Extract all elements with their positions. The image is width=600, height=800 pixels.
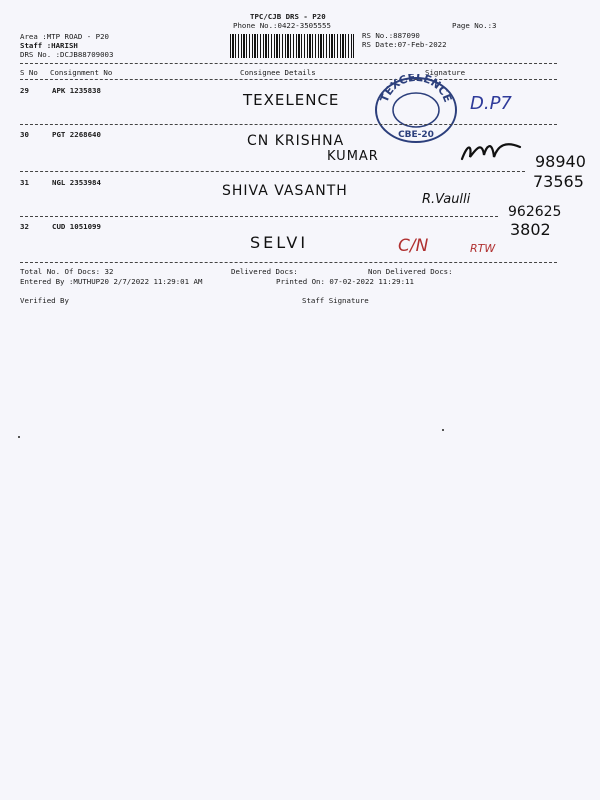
col-signature: Signature (425, 68, 466, 77)
entered-by: Entered By :MUTHUP20 2/7/2022 11:29:01 AM (20, 277, 203, 286)
rs-number: RS No.:887090 (362, 31, 420, 40)
row-29-sno: 29 (20, 86, 29, 95)
delivered-docs: Delivered Docs: (231, 267, 298, 276)
row-31-phone-line2: 3802 (510, 220, 551, 239)
row-31-signature: R.Vaulli (422, 192, 471, 207)
stamp-bottom-text: CBE-20 (398, 130, 434, 140)
divider (20, 216, 498, 217)
col-consignment-no: Consignment No (50, 68, 113, 77)
staff-signature: Staff Signature (302, 296, 369, 305)
printed-on: Printed On: 07-02-2022 11:29:11 (276, 277, 414, 286)
row-29-signature: D.P7 (470, 93, 512, 114)
row-30-consignment: PGT 2268640 (52, 130, 101, 139)
page-number: Page No.:3 (452, 21, 497, 30)
divider (20, 79, 557, 80)
phone-number: Phone No.:0422-3505555 (233, 21, 331, 30)
stamp-top-text: TEXCELENCE (377, 74, 455, 105)
divider (20, 262, 557, 263)
total-docs: Total No. Of Docs: 32 (20, 267, 114, 276)
row-32-sno: 32 (20, 222, 29, 231)
divider (20, 124, 557, 125)
non-delivered-docs: Non Delivered Docs: (368, 267, 453, 276)
row-32-remark-cn: C/N (398, 236, 429, 256)
row-32-consignee: SELVI (250, 233, 309, 252)
row-32-consignment: CUD 1051099 (52, 222, 101, 231)
area-field: Area :MTP ROAD - P20 (20, 32, 109, 41)
report-title: TPC/CJB DRS - P20 (250, 12, 326, 21)
row-31-consignment: NGL 2353984 (52, 178, 101, 187)
col-s-no: S No (20, 68, 38, 77)
row-29-consignee-handwritten: TEXELENCE (243, 91, 340, 109)
row-31-consignee: SHIVA VASANTH (222, 183, 348, 199)
row-29-consignment: APK 1235838 (52, 86, 101, 95)
company-stamp (370, 74, 462, 144)
drs-number: DRS No. :DCJB88709003 (20, 50, 114, 59)
staff-field: Staff :HARISH (20, 41, 78, 50)
row-31-phone-line1: 962625 (508, 204, 562, 220)
verified-by: Verified By (20, 296, 69, 305)
row-30-consignee-line2: KUMAR (327, 149, 379, 164)
scan-speck (442, 429, 444, 431)
divider (20, 63, 557, 64)
row-31-sno: 31 (20, 178, 29, 187)
scan-speck (18, 436, 20, 438)
row-30-sno: 30 (20, 130, 29, 139)
col-consignee-details: Consignee Details (240, 68, 316, 77)
row-30-consignee-line1: CN KRISHNA (247, 133, 345, 149)
divider (20, 171, 525, 172)
row-30-phone-line2: 73565 (533, 172, 584, 191)
rs-date: RS Date:07-Feb-2022 (362, 40, 447, 49)
row-30-phone-line1: 98940 (535, 152, 586, 171)
row-30-signature-scribble (458, 135, 528, 165)
barcode (230, 34, 354, 58)
row-32-remark-rtw: RTW (470, 242, 496, 255)
